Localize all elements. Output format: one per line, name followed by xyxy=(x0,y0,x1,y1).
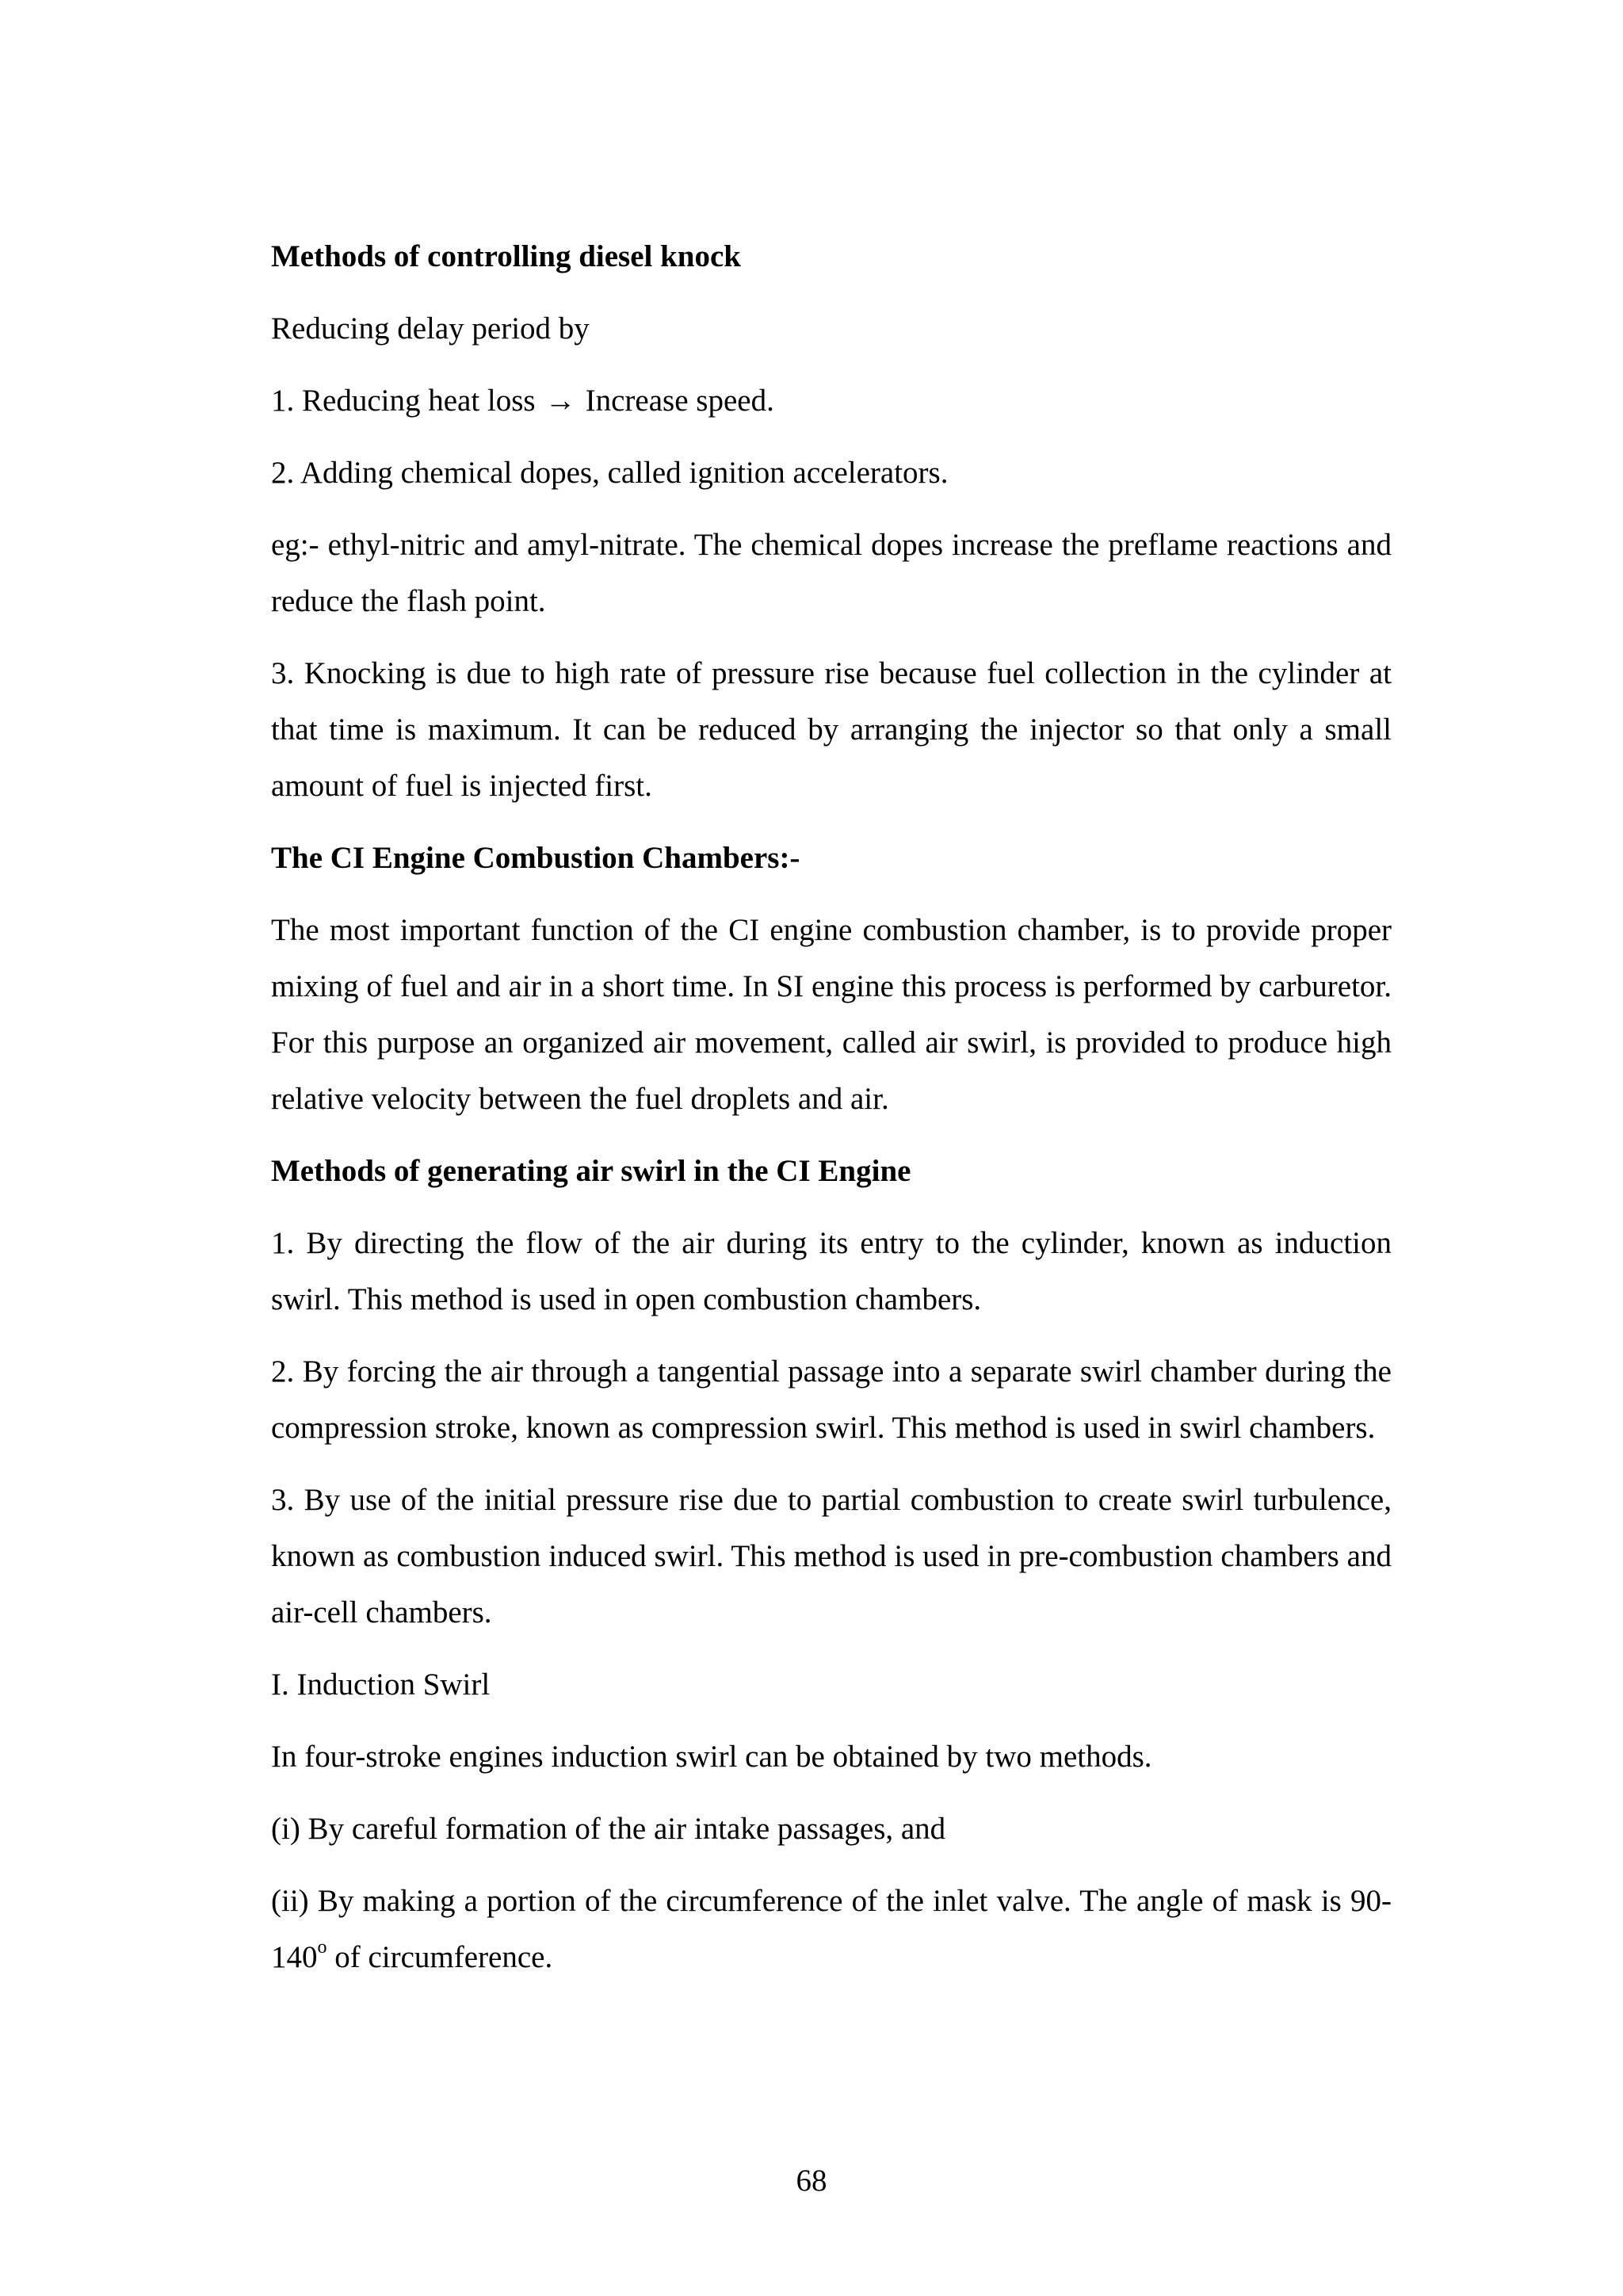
list-item-combustion-induced-swirl: 3. By use of the initial pressure rise due to partial combustion to create swirl turbulence, known as combustion induced swirl. This method is used in pre-combustion chambers and air-cell chambers. xyxy=(271,1483,1392,1629)
method-ii-text: (ii) By making a portion of the circumference of the inlet valve. The angle of mask is 90- 140 xyxy=(271,1884,1392,1974)
list-item-knocking: 3. Knocking is due to high rate of pressure rise because fuel collection in the cylinder at that time is maximum. It can be reduced by arranging the injector so that only a small amount of fuel is injected first. xyxy=(271,656,1392,803)
item-1-text: 1. Reducing heat loss xyxy=(271,384,536,418)
method-i-paragraph: (i) By careful formation of the air intake passages, and xyxy=(271,1812,946,1846)
method-ii-paragraph xyxy=(271,1873,1392,1985)
page-number: 68 xyxy=(796,2164,827,2198)
heading-ci-combustion-chambers: The CI Engine Combustion Chambers:- xyxy=(271,841,800,875)
induction-intro-paragraph: In four-stroke engines induction swirl can be obtained by two methods. xyxy=(271,1740,1152,1774)
degree-superscript: o xyxy=(317,1937,327,1958)
page-content xyxy=(271,228,1392,2001)
list-item-reducing-heat-loss xyxy=(271,372,1392,429)
right-arrow-icon: → xyxy=(544,384,576,418)
item-1-result: Increase speed. xyxy=(585,384,774,418)
chambers-paragraph: The most important function of the CI engine combustion chamber, is to provide proper mixing of fuel and air in a short time. In SI engine this process is performed by carburetor. For this purpose an organized air movement, called air swirl, is provided to produce high relative velocity between the fuel droplets and air. xyxy=(271,913,1392,1116)
method-ii-tail: of circumference. xyxy=(327,1940,553,1974)
list-item-chemical-dopes: 2. Adding chemical dopes, called ignition accelerators. xyxy=(271,456,949,490)
heading-air-swirl-methods: Methods of generating air swirl in the CI Engine xyxy=(271,1154,911,1188)
heading-controlling-diesel-knock: Methods of controlling diesel knock xyxy=(271,239,741,273)
list-item-compression-swirl: 2. By forcing the air through a tangential passage into a separate swirl chamber during the compression stroke, known as compression swirl. This method is used in swirl chambers. xyxy=(271,1354,1392,1445)
intro-paragraph: Reducing delay period by xyxy=(271,311,590,346)
list-item-induction-swirl: 1. By directing the flow of the air during its entry to the cylinder, known as induction swirl. This method is used in open combustion chambers. xyxy=(271,1226,1392,1316)
subheading-induction-swirl: I. Induction Swirl xyxy=(271,1668,491,1702)
example-paragraph: eg:- ethyl-nitric and amyl-nitrate. The chemical dopes increase the preflame reactions and reduce the flash point. xyxy=(271,528,1392,618)
